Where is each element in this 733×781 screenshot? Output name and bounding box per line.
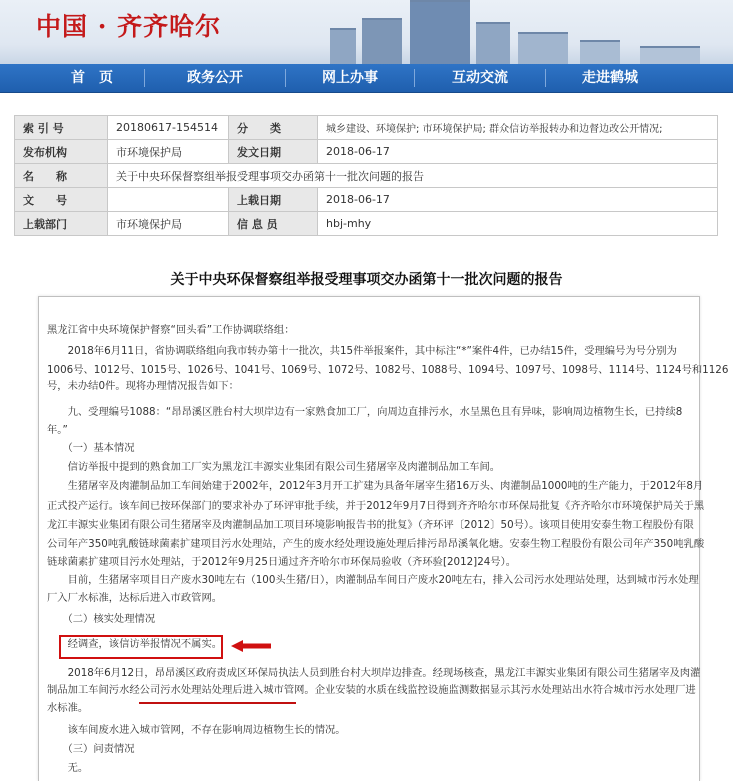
document-line: 无。 (47, 762, 89, 774)
meta-key: 信 息 员 (229, 212, 318, 236)
meta-key: 上载日期 (229, 188, 318, 212)
skyline-building (580, 40, 620, 64)
document-line: 制品加工车间污水经公司污水处理站处理后进入城市管网。企业安装的水质在线监控设施监测数据显示其污水处理站出水符合城市污水处理厂进 (47, 684, 696, 696)
meta-row (15, 116, 718, 140)
document-line: （三）问责情况 (47, 743, 135, 755)
nav-online-services[interactable]: 网上办事 (322, 70, 378, 86)
arrow-left-icon (231, 640, 271, 652)
document-meta-table (14, 115, 718, 236)
skyline-building (362, 18, 402, 64)
document-line: 黑龙江省中央环境保护督察“回头看”工作协调联络组： (47, 324, 295, 336)
document-title: 关于中央环保督察组举报受理事项交办函第十一批次问题的报告 (170, 272, 563, 288)
meta-row (15, 164, 718, 188)
skyline-building (640, 46, 700, 64)
document-line: 公司年产350吨乳酸链球菌素扩建项目污水处理站，产生的废水经处理设施处理后排污昂昂溪氧化塘。安泰生物工程股份有限公司年产350吨乳酸 (47, 538, 705, 550)
meta-value: 关于中央环保督察组举报受理事项交办函第十一批次问题的报告 (108, 164, 718, 188)
skyline-building (410, 0, 470, 64)
main-nav (0, 64, 733, 93)
meta-key: 发布机构 (15, 140, 108, 164)
meta-value: 市环境保护局 (108, 212, 229, 236)
document-line: 1006号、1012号、1015号、1026号、1041号、1069号、1072号、1082号、1088号、1094号、1097号、1098号、1114号、1124号和1126 (47, 364, 729, 376)
document-line: 九、受理编号1088：“昂昂溪区胜台村大坝岸边有一家熟食加工厂，向周边直排污水，水呈黑色且有异味，影响周边植物生长，已持续8 (47, 406, 683, 418)
document-line: 年。” (47, 424, 68, 436)
document-line: 经调查，该信访举报情况不属实。 (47, 638, 223, 650)
site-logo[interactable]: 中国 · 齐齐哈尔 (36, 12, 222, 41)
skyline-building (518, 32, 568, 64)
site-header (0, 0, 733, 64)
meta-key: 发文日期 (229, 140, 318, 164)
meta-row (15, 140, 718, 164)
document-line: 水标准。 (47, 702, 89, 714)
meta-key: 分 类 (229, 116, 318, 140)
document-line: 2018年6月12日，昂昂溪区政府责成区环保局执法人员到胜台村大坝岸边排查。经现场核查，黑龙江丰源实业集团有限公司生猪屠宰及肉灌 (47, 667, 701, 679)
meta-value (108, 188, 229, 212)
meta-value: 20180617-154514 (108, 116, 229, 140)
highlight-box (59, 635, 223, 659)
document-line: （二）核实处理情况 (47, 613, 156, 625)
document-line: 号，未办结0件。现将办理情况报告如下： (47, 380, 239, 392)
document-line: （一）基本情况 (47, 442, 135, 454)
document-line: 链球菌素扩建项目污水处理站，于2012年9月25日通过齐齐哈尔市环保局验收（齐环验[2012]24号）。 (47, 556, 517, 568)
meta-key: 名 称 (15, 164, 108, 188)
meta-row (15, 188, 718, 212)
meta-value: 城乡建设、环境保护; 市环境保护局; 群众信访举报转办和边督边改公开情况; (318, 116, 718, 140)
meta-value: 2018-06-17 (318, 140, 718, 164)
highlight-underline (139, 702, 296, 704)
scanned-document-page (38, 296, 729, 781)
skyline-building (476, 22, 510, 64)
document-line: 厂入厂水标准，达标后进入市政管网。 (47, 592, 223, 604)
skyline-building (330, 28, 356, 64)
meta-key: 上载部门 (15, 212, 108, 236)
document-line: 目前，生猪屠宰项目日产废水30吨左右（100头生猪/日），肉灌制品车间日产废水20吨左右，排入公司污水处理站处理，达到城市污水处理 (47, 574, 699, 586)
meta-key: 索 引 号 (15, 116, 108, 140)
nav-home[interactable]: 首 页 (71, 70, 113, 86)
nav-about-city[interactable]: 走进鹤城 (582, 70, 638, 86)
nav-interaction[interactable]: 互动交流 (452, 70, 508, 86)
meta-key: 文 号 (15, 188, 108, 212)
document-line: 生猪屠宰及肉灌制品加工车间始建于2002年，2012年3月开工扩建为具备年屠宰生猪16万头、肉灌制品1000吨的生产能力，于2012年8月 (47, 480, 704, 492)
document-line: 龙江丰源实业集团有限公司生猪屠宰及肉灌制品加工项目环境影响报告书的批复》（齐环评〔2012〕50号）。该项目使用安泰生物工程股份有限 (47, 519, 694, 531)
meta-value: 市环境保护局 (108, 140, 229, 164)
meta-row (15, 212, 718, 236)
document-line: 该车间废水进入城市管网，不存在影响周边植物生长的情况。 (47, 724, 346, 736)
document-line: 正式投产运行。该车间已按环保部门的要求补办了环评审批手续，并于2012年9月7日得到齐齐哈尔市环保局批复《齐齐哈尔市环境保护局关于黑 (47, 500, 705, 512)
meta-value: 2018-06-17 (318, 188, 718, 212)
nav-government-affairs[interactable]: 政务公开 (187, 70, 243, 86)
document-line: 信访举报中提到的熟食加工厂实为黑龙江丰源实业集团有限公司生猪屠宰及肉灌制品加工车间。 (47, 461, 501, 473)
document-line: 2018年6月11日，省协调联络组向我市转办第十一批次，共15件举报案件，其中标注“*”案件4件，已办结15件，受理编号为号分别为 (47, 345, 677, 357)
meta-value: hbj-mhy (318, 212, 718, 236)
